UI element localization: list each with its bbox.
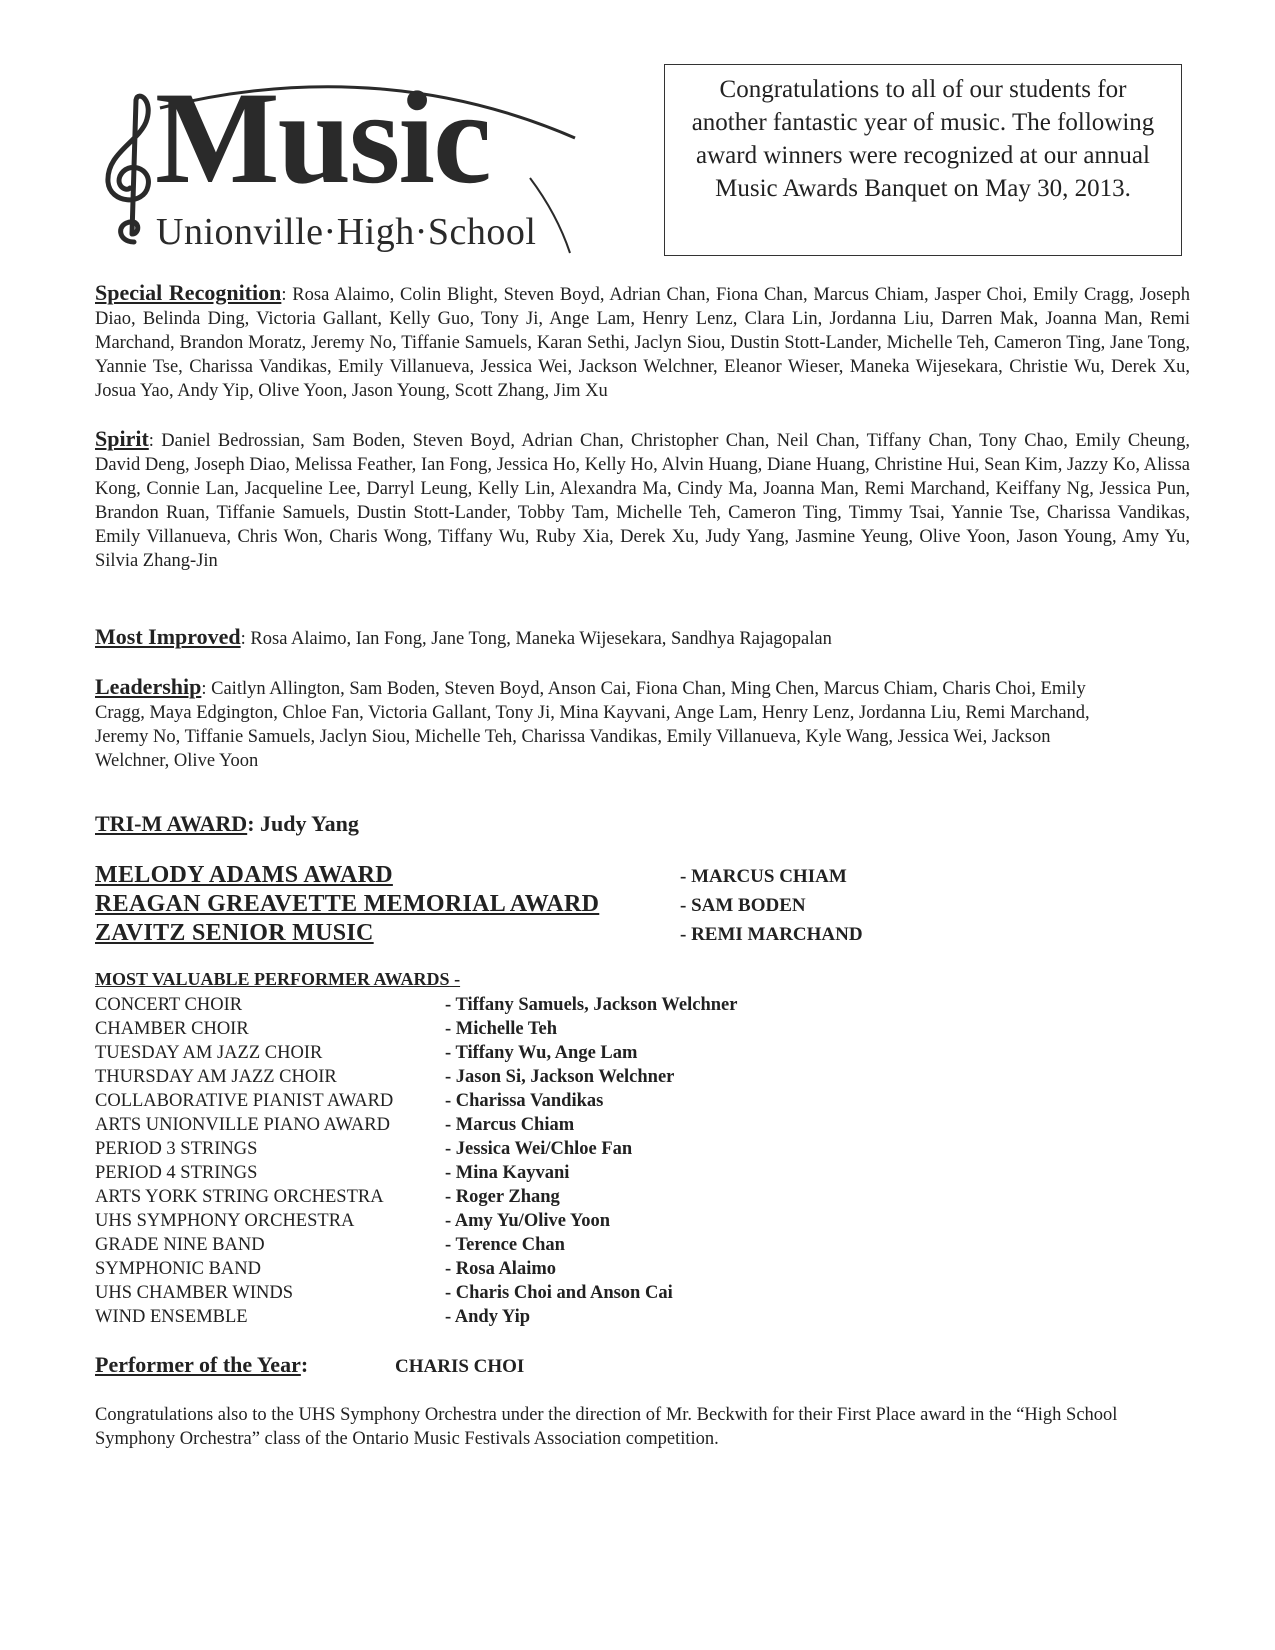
performer-of-year-label: Performer of the Year (95, 1352, 301, 1377)
mvp-winner: - Mina Kayvani (445, 1163, 570, 1183)
treble-clef-icon (100, 92, 160, 252)
mvp-row (95, 1257, 895, 1281)
tri-m-label: TRI-M AWARD (95, 811, 248, 836)
special-recognition-names: : Rosa Alaimo, Colin Blight, Steven Boyd, Adrian Chan, Fiona Chan, Marcus Chiam, Jasper Choi, Emily Cragg, Joseph Diao, Belinda Ding, Victoria Gallant, Kelly Guo, Tony Ji, Ange Lam, Henry Lenz, Clara Lin, Jordanna Liu, Darren Mak, Joanna Man, Remi Marchand, Brandon Moratz, Jeremy No, Tiffanie Samuels, Karan Sethi, Jaclyn Siou, Dustin Stott-Lander, Michelle Teh, Cameron Ting, Jane Tong, Yannie Tse, Charissa Vandikas, Emily Villanueva, Jessica Wei, Jackson Welchner, Eleanor Wieser, Maneka Wijesekara, Christie Wu, Derek Xu, Josua Yao, Andy Yip, Olive Yoon, Jason Young, Scott Zhang, Jim Xu (95, 285, 1190, 401)
intro-box: Congratulations to all of our students for another fantastic year of music. The following award winners were recognized at our annual Music Awards Banquet on May 30, 2013. (664, 64, 1182, 256)
mvp-category: COLLABORATIVE PIANIST AWARD (95, 1091, 394, 1111)
tri-m-award (95, 811, 359, 837)
mvp-category: UHS CHAMBER WINDS (95, 1283, 294, 1303)
mvp-category: ARTS YORK STRING ORCHESTRA (95, 1187, 384, 1207)
award-winner: - SAM BODEN (680, 895, 806, 916)
mvp-heading-dash: - (449, 969, 461, 989)
mvp-winner: - Tiffany Wu, Ange Lam (445, 1043, 638, 1063)
music-logo (100, 64, 590, 268)
award-winner: - REMI MARCHAND (680, 924, 863, 945)
mvp-category: CHAMBER CHOIR (95, 1019, 249, 1039)
mvp-category: UHS SYMPHONY ORCHESTRA (95, 1211, 355, 1231)
mvp-category: CONCERT CHOIR (95, 995, 243, 1015)
spirit-section (95, 427, 1190, 573)
mvp-heading-text: MOST VALUABLE PERFORMER AWARDS (95, 969, 450, 989)
mvp-category: WIND ENSEMBLE (95, 1307, 248, 1327)
logo-word: Music (155, 64, 490, 211)
tri-m-winner: : Judy Yang (247, 811, 359, 836)
mvp-row (95, 1137, 895, 1161)
award-winner: - MARCUS CHIAM (680, 866, 847, 887)
mvp-category: PERIOD 4 STRINGS (95, 1163, 258, 1183)
mvp-row (95, 993, 895, 1017)
special-recognition-heading: Special Recognition (95, 280, 282, 305)
mvp-winner: - Michelle Teh (445, 1019, 558, 1039)
award-row (95, 862, 1195, 890)
performer-of-year-winner: CHARIS CHOI (395, 1356, 525, 1377)
mvp-winner: - Marcus Chiam (445, 1115, 575, 1135)
mvp-row (95, 1161, 895, 1185)
mvp-winner: - Jason Si, Jackson Welchner (445, 1067, 675, 1087)
mvp-category: PERIOD 3 STRINGS (95, 1139, 258, 1159)
most-improved-section (95, 625, 1190, 651)
mvp-heading (95, 969, 460, 990)
mvp-row (95, 1017, 895, 1041)
most-improved-names: : Rosa Alaimo, Ian Fong, Jane Tong, Maneka Wijesekara, Sandhya Rajagopalan (240, 629, 832, 649)
mvp-winner: - Roger Zhang (445, 1187, 560, 1207)
mvp-winner: - Rosa Alaimo (445, 1259, 556, 1279)
mvp-list (95, 993, 895, 1329)
mvp-row (95, 1281, 895, 1305)
mvp-winner: - Andy Yip (445, 1307, 530, 1327)
award-row (95, 920, 1195, 948)
mvp-row (95, 1209, 895, 1233)
closing-paragraph: Congratulations also to the UHS Symphony Orchestra under the direction of Mr. Beckwith for their First Place award in the “High School Symphony Orchestra” class of the Ontario Music Festivals Association competition. (95, 1405, 1118, 1449)
mvp-category: THURSDAY AM JAZZ CHOIR (95, 1067, 337, 1087)
mvp-row (95, 1233, 895, 1257)
leadership-section (95, 675, 1115, 773)
spirit-names: : Daniel Bedrossian, Sam Boden, Steven Boyd, Adrian Chan, Christopher Chan, Neil Chan, Tiffany Chan, Tony Chao, Emily Cheung, David Deng, Joseph Diao, Melissa Feather, Ian Fong, Jessica Ho, Kelly Ho, Alvin Huang, Diane Huang, Christine Hui, Sean Kim, Jazzy Ko, Alissa Kong, Connie Lan, Jacqueline Lee, Darryl Leung, Kelly Lin, Alexandra Ma, Cindy Ma, Joanna Man, Remi Marchand, Keiffany Ng, Jessica Pun, Brandon Ruan, Tiffanie Samuels, Dustin Stott-Lander, Tobby Tam, Michelle Teh, Cameron Ting, Timmy Tsai, Yannie Tse, Charissa Vandikas, Emily Villanueva, Chris Won, Charis Wong, Tiffany Wu, Ruby Xia, Derek Xu, Judy Yang, Jasmine Yeung, Olive Yoon, Jason Young, Amy Yu, Silvia Zhang-Jin (95, 431, 1190, 571)
most-improved-heading: Most Improved (95, 624, 241, 649)
mvp-winner: - Amy Yu/Olive Yoon (445, 1211, 610, 1231)
performer-of-year-colon: : (300, 1352, 309, 1377)
mvp-winner: - Charissa Vandikas (445, 1091, 604, 1111)
mvp-category: SYMPHONIC BAND (95, 1259, 262, 1279)
mvp-winner: - Jessica Wei/Chloe Fan (445, 1139, 633, 1159)
award-name: ZAVITZ SENIOR MUSIC (95, 920, 374, 946)
mvp-winner: - Charis Choi and Anson Cai (445, 1283, 673, 1303)
mvp-row (95, 1041, 895, 1065)
spirit-heading: Spirit (95, 426, 149, 451)
performer-of-year (95, 1352, 308, 1378)
mvp-category: GRADE NINE BAND (95, 1235, 265, 1255)
mvp-category: ARTS UNIONVILLE PIANO AWARD (95, 1115, 390, 1135)
award-row (95, 891, 1195, 919)
mvp-row (95, 1113, 895, 1137)
award-name: REAGAN GREAVETTE MEMORIAL AWARD (95, 891, 600, 917)
leadership-names: : Caitlyn Allington, Sam Boden, Steven Boyd, Anson Cai, Fiona Chan, Ming Chen, Marcus Chiam, Charis Choi, Emily Cragg, Maya Edgington, Chloe Fan, Victoria Gallant, Tony Ji, Mina Kayvani, Ange Lam, Henry Lenz, Jordanna Liu, Remi Marchand, Jeremy No, Tiffanie Samuels, Jaclyn Siou, Michelle Teh, Charissa Vandikas, Emily Villanueva, Kyle Wang, Jessica Wei, Jackson Welchner, Olive Yoon (95, 679, 1090, 771)
award-name: MELODY ADAMS AWARD (95, 862, 393, 888)
mvp-winner: - Tiffany Samuels, Jackson Welchner (445, 995, 738, 1015)
leadership-heading: Leadership (95, 674, 202, 699)
mvp-row (95, 1185, 895, 1209)
logo-subtitle: Unionville·High·School (156, 211, 537, 253)
mvp-winner: - Terence Chan (445, 1235, 565, 1255)
mvp-row (95, 1305, 895, 1329)
mvp-row (95, 1065, 895, 1089)
mvp-row (95, 1089, 895, 1113)
mvp-category: TUESDAY AM JAZZ CHOIR (95, 1043, 323, 1063)
special-recognition-section (95, 281, 1190, 403)
